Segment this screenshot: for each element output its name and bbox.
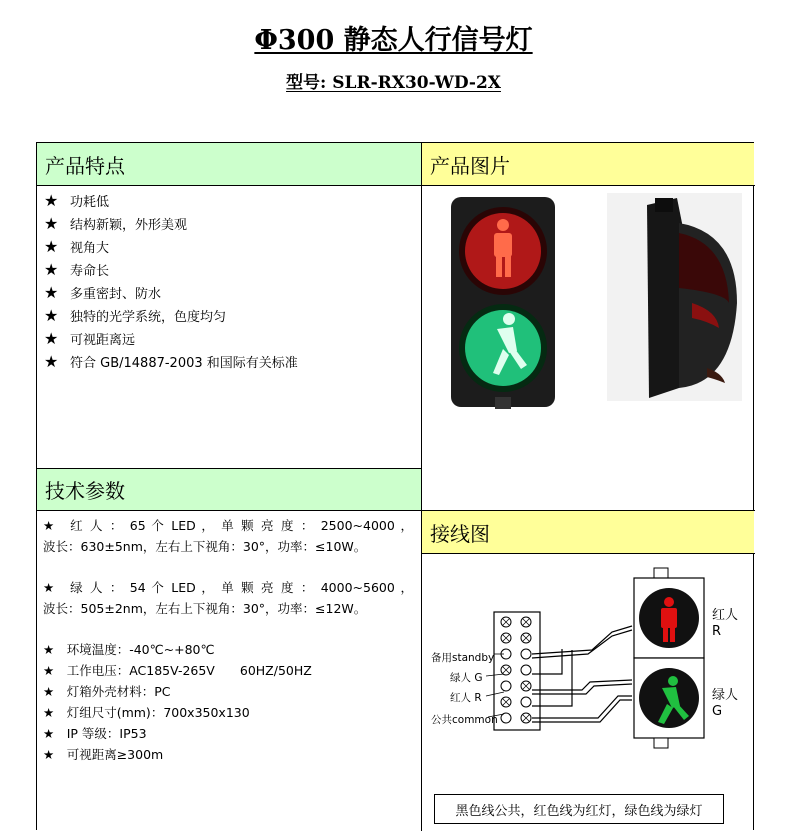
- star-icon: ★: [44, 329, 59, 348]
- specs-block: [43, 515, 413, 765]
- features-header: 产品特点: [37, 143, 421, 185]
- product-photo-side: [607, 193, 742, 401]
- terminal-label-green: 绿人 G: [450, 672, 483, 684]
- spec-item: ★ 工作电压：AC185V-265V 60HZ/50HZ: [43, 663, 312, 678]
- terminal-label-common: 公共common: [431, 714, 498, 726]
- list-item: ★ 多重密封、防水: [44, 283, 162, 302]
- list-item: ★ 符合 GB/14887-2003 和国际有关标准: [44, 352, 298, 371]
- spec-item: ★ 灯组尺寸(mm)：700x350x130: [43, 705, 250, 720]
- terminal-label-red: 红人 R: [450, 692, 482, 704]
- list-item: ★ 结构新颖，外形美观: [44, 214, 188, 233]
- product-photo-front: [447, 193, 559, 413]
- list-item: ★ 寿命长: [44, 260, 110, 279]
- green-signal-label: 绿人 G: [712, 688, 739, 719]
- spec-green-line2: 波长：505±2nm，左右上下视角：30°，功率：≤12W。: [43, 601, 367, 616]
- features-list: [44, 189, 298, 373]
- star-icon: ★: [44, 352, 59, 371]
- divider: [37, 510, 421, 511]
- list-item: ★ 独特的光学系统，色度均匀: [44, 306, 227, 325]
- spec-item: ★ IP 等级：IP53: [43, 726, 147, 741]
- wiring-caption: 黑色线公共，红色线为红灯，绿色线为绿灯: [434, 794, 724, 824]
- divider: [37, 185, 755, 186]
- star-icon: ★: [44, 214, 59, 233]
- wiring-header: 接线图: [422, 511, 754, 553]
- list-item: ★ 视角大: [44, 237, 110, 256]
- star-icon: ★: [44, 260, 59, 279]
- wiring-diagram: [422, 554, 754, 831]
- star-icon: ★: [44, 237, 59, 256]
- images-header: 产品图片: [422, 143, 754, 185]
- star-icon: ★: [44, 191, 59, 210]
- list-item: ★ 功耗低: [44, 191, 110, 210]
- red-signal-label: 红人 R: [712, 608, 739, 639]
- spec-table: [36, 142, 754, 830]
- model-number: 型号: SLR-RX30-WD-2X: [286, 73, 501, 93]
- terminal-label-standby: 备用standby: [431, 652, 495, 664]
- spec-red-line2: 波长：630±5nm，左右上下视角：30°，功率：≤10W。: [43, 539, 367, 554]
- star-icon: ★: [44, 306, 59, 325]
- spec-item: ★ 可视距离≥300m: [43, 747, 164, 762]
- spec-red-line1: ★ 红 人 ： 65 个 LED ， 单 颗 亮 度 ： 2500~4000 ，: [43, 518, 413, 533]
- spec-item: ★ 环境温度：-40℃~+80℃: [43, 642, 215, 657]
- spec-item: ★ 灯箱外壳材料：PC: [43, 684, 171, 699]
- specs-header: 技术参数: [37, 469, 421, 510]
- page-title: Φ300 静态人行信号灯: [254, 25, 533, 56]
- spec-green-line1: ★ 绿 人 ： 54 个 LED ， 单 颗 亮 度 ： 4000~5600 ，: [43, 580, 413, 595]
- star-icon: ★: [44, 283, 59, 302]
- list-item: ★ 可视距离远: [44, 329, 136, 348]
